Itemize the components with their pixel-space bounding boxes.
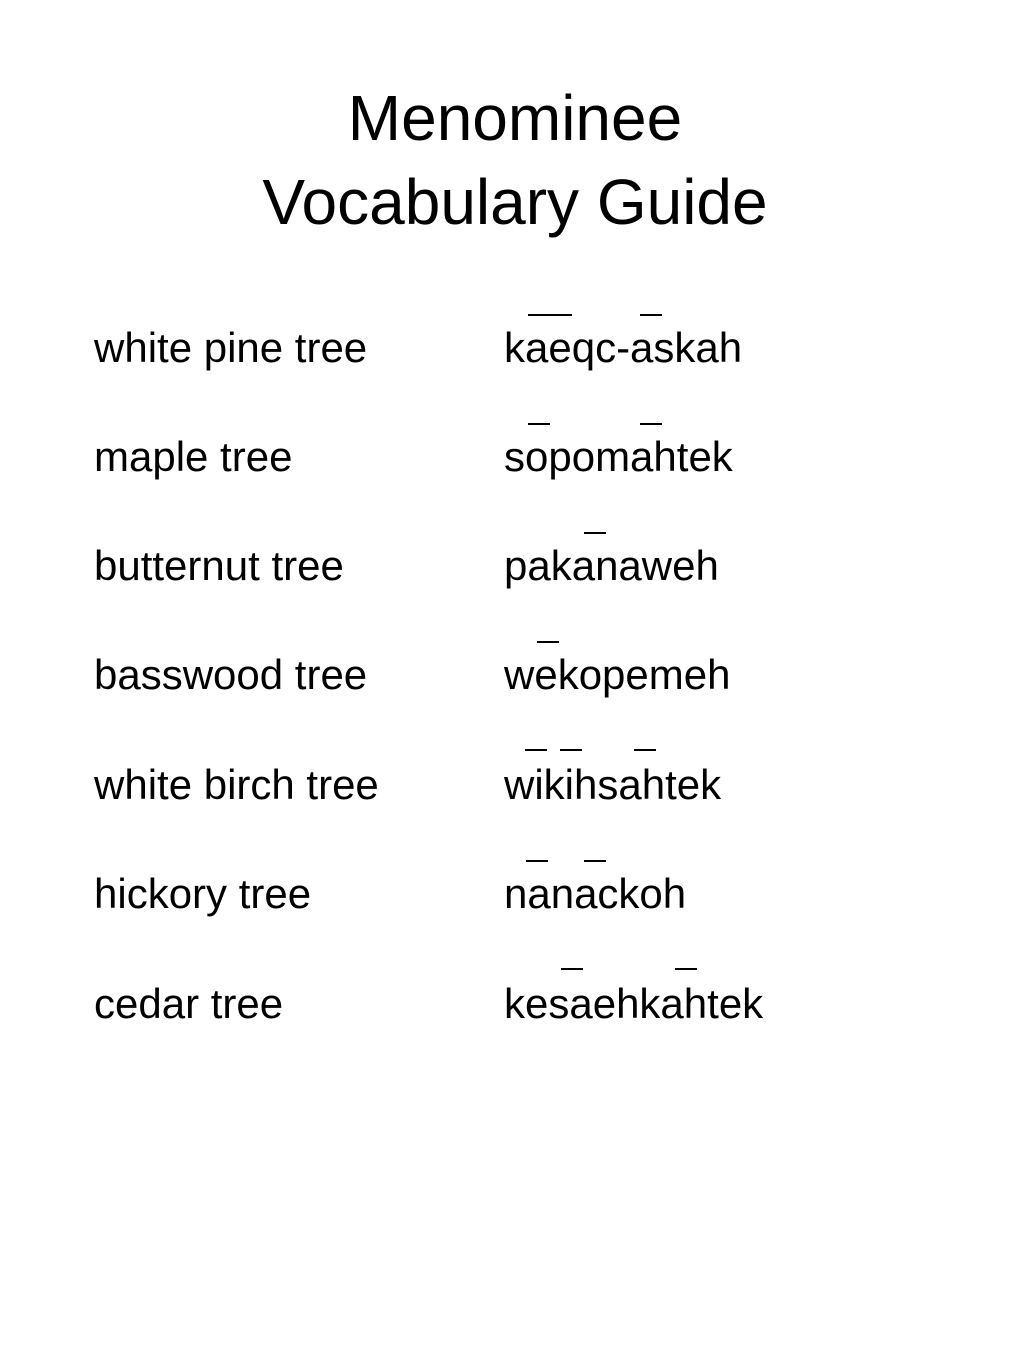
english-term: hickory tree <box>94 870 312 917</box>
macron-mark <box>526 860 548 862</box>
macron-mark <box>537 641 559 643</box>
macron-mark <box>634 749 656 751</box>
english-term: white birch tree <box>94 761 379 808</box>
macron-mark <box>584 860 606 862</box>
title-line-1: Menominee <box>347 82 683 154</box>
vocab-entry <box>0 808 1024 918</box>
vocab-entry <box>0 480 1024 590</box>
macron-mark <box>675 968 697 970</box>
vocab-entry <box>0 262 1024 372</box>
menominee-term: wikihsahtek <box>504 761 722 808</box>
menominee-term: kesaehkahtek <box>504 980 764 1027</box>
menominee-term: wekopemeh <box>504 651 731 698</box>
english-term: maple tree <box>94 433 293 480</box>
english-term: basswood tree <box>94 651 368 698</box>
vocab-entry <box>0 589 1024 699</box>
macron-mark <box>640 423 662 425</box>
menominee-term: nanackoh <box>504 870 687 917</box>
title-line-2: Vocabulary Guide <box>262 166 768 238</box>
english-term: cedar tree <box>94 980 284 1027</box>
macron-mark <box>560 749 582 751</box>
macron-mark <box>640 314 662 316</box>
macron-mark <box>528 314 572 316</box>
menominee-term: pakanaweh <box>504 542 719 589</box>
english-term: butternut tree <box>94 542 344 589</box>
macron-mark <box>525 749 547 751</box>
menominee-term: sopomahtek <box>504 433 733 480</box>
english-term: white pine tree <box>94 324 368 371</box>
vocab-entry <box>0 699 1024 809</box>
vocab-entry <box>0 371 1024 481</box>
macron-mark <box>528 423 550 425</box>
vocab-entry <box>0 918 1024 1028</box>
macron-mark <box>584 532 606 534</box>
macron-mark <box>561 968 583 970</box>
menominee-term: kaeqc-askah <box>504 324 743 371</box>
